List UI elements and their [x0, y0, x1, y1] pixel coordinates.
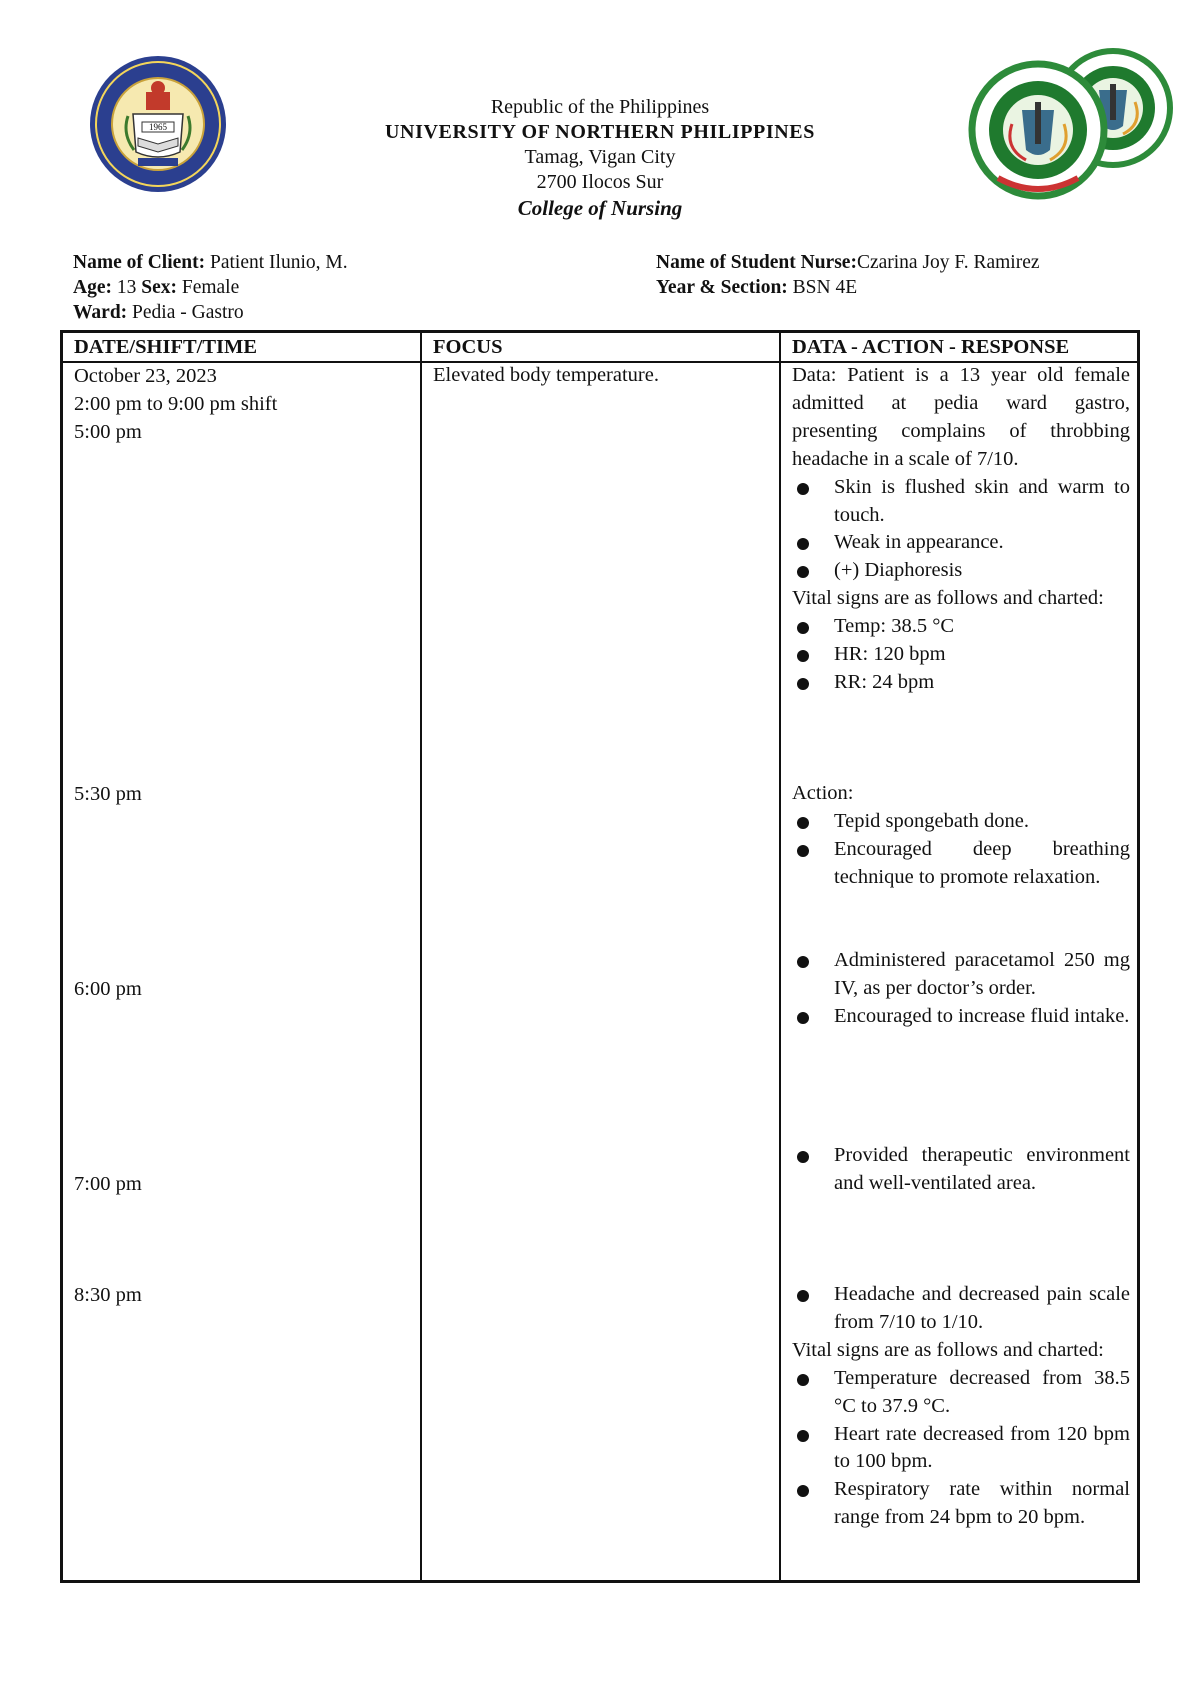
entry-date: October 23, 2023 — [74, 365, 217, 387]
bullet-icon — [797, 956, 809, 968]
header-address-province: 2700 Ilocos Sur — [536, 171, 664, 193]
header-data-action-response: DATA - ACTION - RESPONSE — [792, 336, 1070, 358]
student-name-label: Name of Student Nurse: — [656, 252, 857, 273]
focus-text: Elevated body temperature. — [433, 364, 659, 386]
student-year-label: Year & Section: — [656, 277, 788, 298]
bullet-icon — [797, 1374, 809, 1386]
list-item-text: Headache and decreased pain scale from 7/10 to 1/10. — [834, 1283, 1130, 1333]
entry-time: 6:00 pm — [74, 978, 142, 1000]
student-name-row — [656, 250, 1040, 275]
list-item — [792, 529, 1130, 557]
list-item-text: Weak in appearance. — [834, 531, 1004, 554]
column-divider — [420, 333, 422, 1580]
list-item-text: Tepid spongebath done. — [834, 809, 1029, 832]
client-ward-label: Ward: — [73, 302, 128, 323]
bullet-icon — [797, 566, 809, 578]
list-item — [792, 641, 1130, 669]
bullet-icon — [797, 483, 809, 495]
client-age-sex-row — [73, 275, 239, 300]
client-age-value: 13 — [116, 277, 137, 298]
client-ward-row — [73, 300, 244, 325]
list-item-text: Respiratory rate within normal range from 24 bpm to 20 bpm. — [834, 1478, 1130, 1529]
list-item-text: (+) Diaphoresis — [834, 559, 963, 582]
list-item-text: HR: 120 bpm — [834, 643, 946, 666]
client-name-value: Patient Ilunio, M. — [210, 252, 348, 273]
student-name-value: Czarina Joy F. Ramirez — [856, 252, 1040, 273]
bullet-icon — [797, 1151, 809, 1163]
client-age-label: Age: — [73, 277, 112, 298]
action-section — [792, 1142, 1130, 1198]
header-republic: Republic of the Philippines — [490, 96, 710, 118]
entry-time: 5:30 pm — [74, 783, 142, 805]
student-year-row — [656, 275, 857, 300]
data-section — [792, 362, 1130, 697]
focus-charting-table — [60, 330, 1140, 1583]
header-address-city: Tamag, Vigan City — [524, 146, 676, 168]
entry-time: 7:00 pm — [74, 1173, 142, 1195]
bullet-icon — [797, 1290, 809, 1302]
list-item — [792, 557, 1130, 585]
list-item — [792, 1476, 1130, 1532]
list-item — [792, 1421, 1130, 1477]
list-item — [792, 474, 1130, 530]
list-item-text: RR: 24 bpm — [834, 670, 935, 693]
bullet-icon — [797, 817, 809, 829]
client-sex-value: Female — [181, 277, 240, 298]
header-focus: FOCUS — [433, 336, 503, 358]
header-university: UNIVERSITY OF NORTHERN PHILIPPINES — [385, 121, 815, 143]
list-item — [792, 1003, 1130, 1031]
list-item-text: Skin is flushed skin and warm to touch. — [834, 475, 1130, 526]
entry-time: 8:30 pm — [74, 1284, 142, 1306]
client-sex-label: Sex: — [141, 277, 177, 298]
list-item — [792, 947, 1130, 1003]
list-item-text: Temp: 38.5 °C — [834, 615, 955, 638]
vitals-intro: Vital signs are as follows and charted: — [792, 587, 1104, 610]
bullet-icon — [797, 1485, 809, 1497]
bullet-icon — [797, 845, 809, 857]
list-item-text: Encouraged to increase fluid intake. — [834, 1004, 1130, 1027]
column-divider — [779, 333, 781, 1580]
list-item-text: Provided therapeutic environment and well-ventilated area. — [834, 1144, 1130, 1194]
client-name-row — [73, 250, 348, 275]
client-ward-value: Pedia - Gastro — [132, 302, 244, 323]
response-vitals-intro: Vital signs are as follows and charted: — [792, 1338, 1104, 1361]
list-item — [792, 1281, 1130, 1337]
list-item — [792, 1142, 1130, 1198]
client-name-label: Name of Client: — [73, 252, 206, 273]
bullet-icon — [797, 1012, 809, 1024]
list-item — [792, 613, 1130, 641]
header-college: College of Nursing — [517, 196, 683, 220]
header-date-shift-time: DATE/SHIFT/TIME — [74, 336, 258, 358]
list-item-text: Encouraged deep breathing technique to promote relaxation. — [834, 837, 1130, 888]
list-item — [792, 808, 1130, 836]
entry-shift: 2:00 pm to 9:00 pm shift — [74, 393, 278, 415]
bullet-icon — [797, 650, 809, 662]
bullet-icon — [797, 622, 809, 634]
action-section — [792, 947, 1130, 1031]
student-year-value: BSN 4E — [792, 277, 858, 298]
list-item-text: Heart rate decreased from 120 bpm to 100 bpm. — [834, 1422, 1130, 1473]
list-item-text: Administered paracetamol 250 mg IV, as per doctor’s order. — [834, 949, 1130, 999]
list-item — [792, 1365, 1130, 1421]
bullet-icon — [797, 538, 809, 550]
list-item — [792, 669, 1130, 697]
action-label: Action: — [792, 782, 854, 804]
action-section — [792, 780, 1130, 892]
seal-year: 1965 — [149, 122, 167, 132]
list-item-text: Temperature decreased from 38.5 °C to 37.9 °C. — [834, 1366, 1130, 1417]
list-item — [792, 836, 1130, 892]
entry-time: 5:00 pm — [74, 421, 142, 443]
bullet-icon — [797, 678, 809, 690]
response-section — [792, 1281, 1130, 1532]
bullet-icon — [797, 1430, 809, 1442]
data-intro: Data: Patient is a 13 year old female admitted at pedia ward gastro, presenting complains of throbbing headache in a scale of 7/10. — [792, 364, 1130, 470]
